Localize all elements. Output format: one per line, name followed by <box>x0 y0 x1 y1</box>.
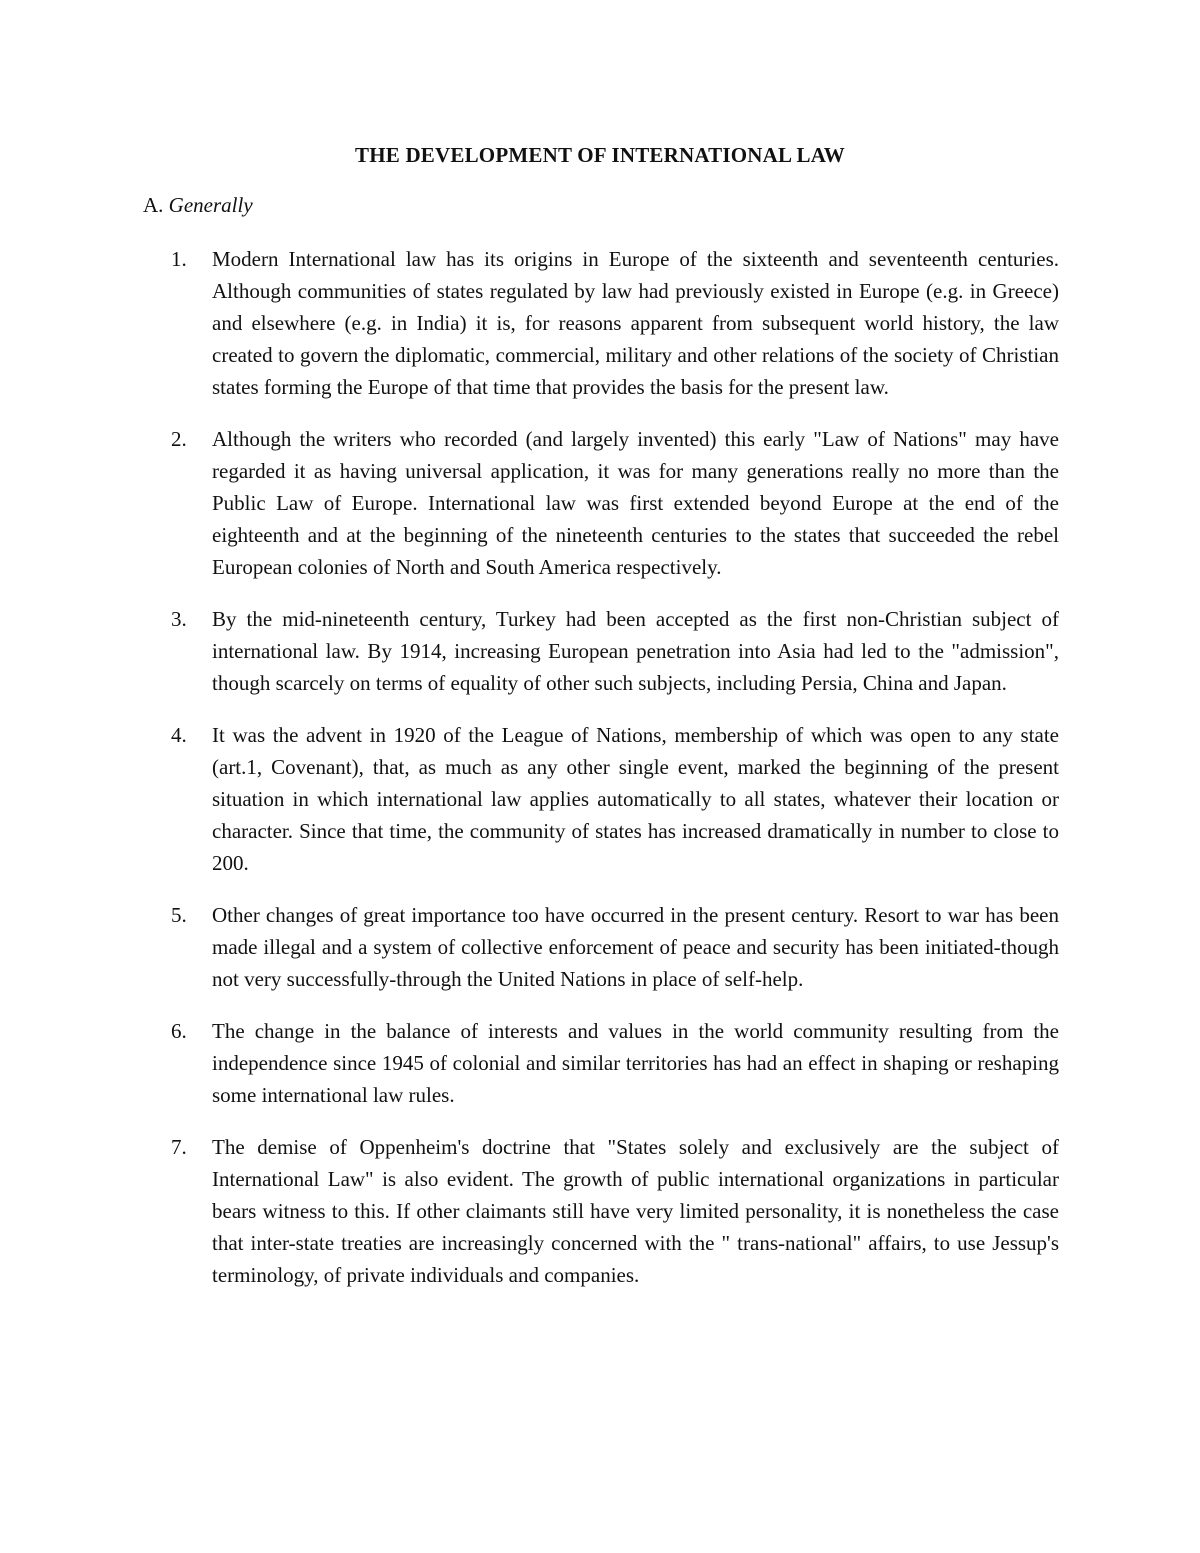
list-item <box>171 1015 1059 1111</box>
list-item-text: Other changes of great importance too have occurred in the present century. Resort to war has been made illegal and a system of collective enforcement of peace and security has been initiated-though not very successfully-through the United Nations in place of self-help. <box>212 903 1059 991</box>
list-item-text: The demise of Oppenheim's doctrine that "States solely and exclusively are the subject of International Law" is also evident. The growth of public international organizations in particular bears witness to this. If other claimants still have very limited personality, it is nonetheless the case that inter-state treaties are increasingly concerned with the " trans-national" affairs, to use Jessup's terminology, of private individuals and companies. <box>212 1135 1059 1287</box>
list-item <box>171 603 1059 699</box>
list-item <box>171 899 1059 995</box>
list-item-number: 6. <box>171 1019 187 1043</box>
list-item <box>171 423 1059 583</box>
list-item <box>171 719 1059 879</box>
list-item-number: 1. <box>171 247 187 271</box>
section-heading <box>143 193 253 218</box>
list-item-text: Modern International law has its origins in Europe of the sixteenth and seventeenth centuries. Although communities of states regulated by law had previously existed in Europe (e.g. in Greece) and elsewhere (e.g. in India) it is, for reasons apparent from subsequent world history, the law created to govern the diplomatic, commercial, military and other relations of the society of Christian states forming the Europe of that time that provides the basis for the present law. <box>212 247 1059 399</box>
list-item-text: The change in the balance of interests and values in the world community resulting from the independence since 1945 of colonial and similar territories has had an effect in shaping or reshaping some international law rules. <box>212 1019 1059 1107</box>
section-letter: A. <box>143 193 164 217</box>
list-item-number: 4. <box>171 723 187 747</box>
list-item <box>171 1131 1059 1291</box>
document-title: THE DEVELOPMENT OF INTERNATIONAL LAW <box>355 143 845 167</box>
list-item-number: 5. <box>171 903 187 927</box>
list-item-text: By the mid-nineteenth century, Turkey had been accepted as the first non-Christian subject of international law. By 1914, increasing European penetration into Asia had led to the "admission", though scarcely on terms of equality of other such subjects, including Persia, China and Japan. <box>212 607 1059 695</box>
list-item-text: It was the advent in 1920 of the League of Nations, membership of which was open to any state (art.1, Covenant), that, as much as any other single event, marked the beginning of the present situation in which international law applies automatically to all states, whatever their location or character. Since that time, the community of states has increased dramatically in number to close to 200. <box>212 723 1059 875</box>
list-item-number: 3. <box>171 607 187 631</box>
numbered-list <box>171 243 1059 1311</box>
list-item-number: 7. <box>171 1135 187 1159</box>
list-item <box>171 243 1059 403</box>
section-title: Generally <box>168 193 253 217</box>
list-item-text: Although the writers who recorded (and largely invented) this early "Law of Nations" may have regarded it as having universal application, it was for many generations really no more than the Public Law of Europe. International law was first extended beyond Europe at the end of the eighteenth and at the beginning of the nineteenth centuries to the states that succeeded the rebel European colonies of North and South America respectively. <box>212 427 1059 579</box>
list-item-number: 2. <box>171 427 187 451</box>
